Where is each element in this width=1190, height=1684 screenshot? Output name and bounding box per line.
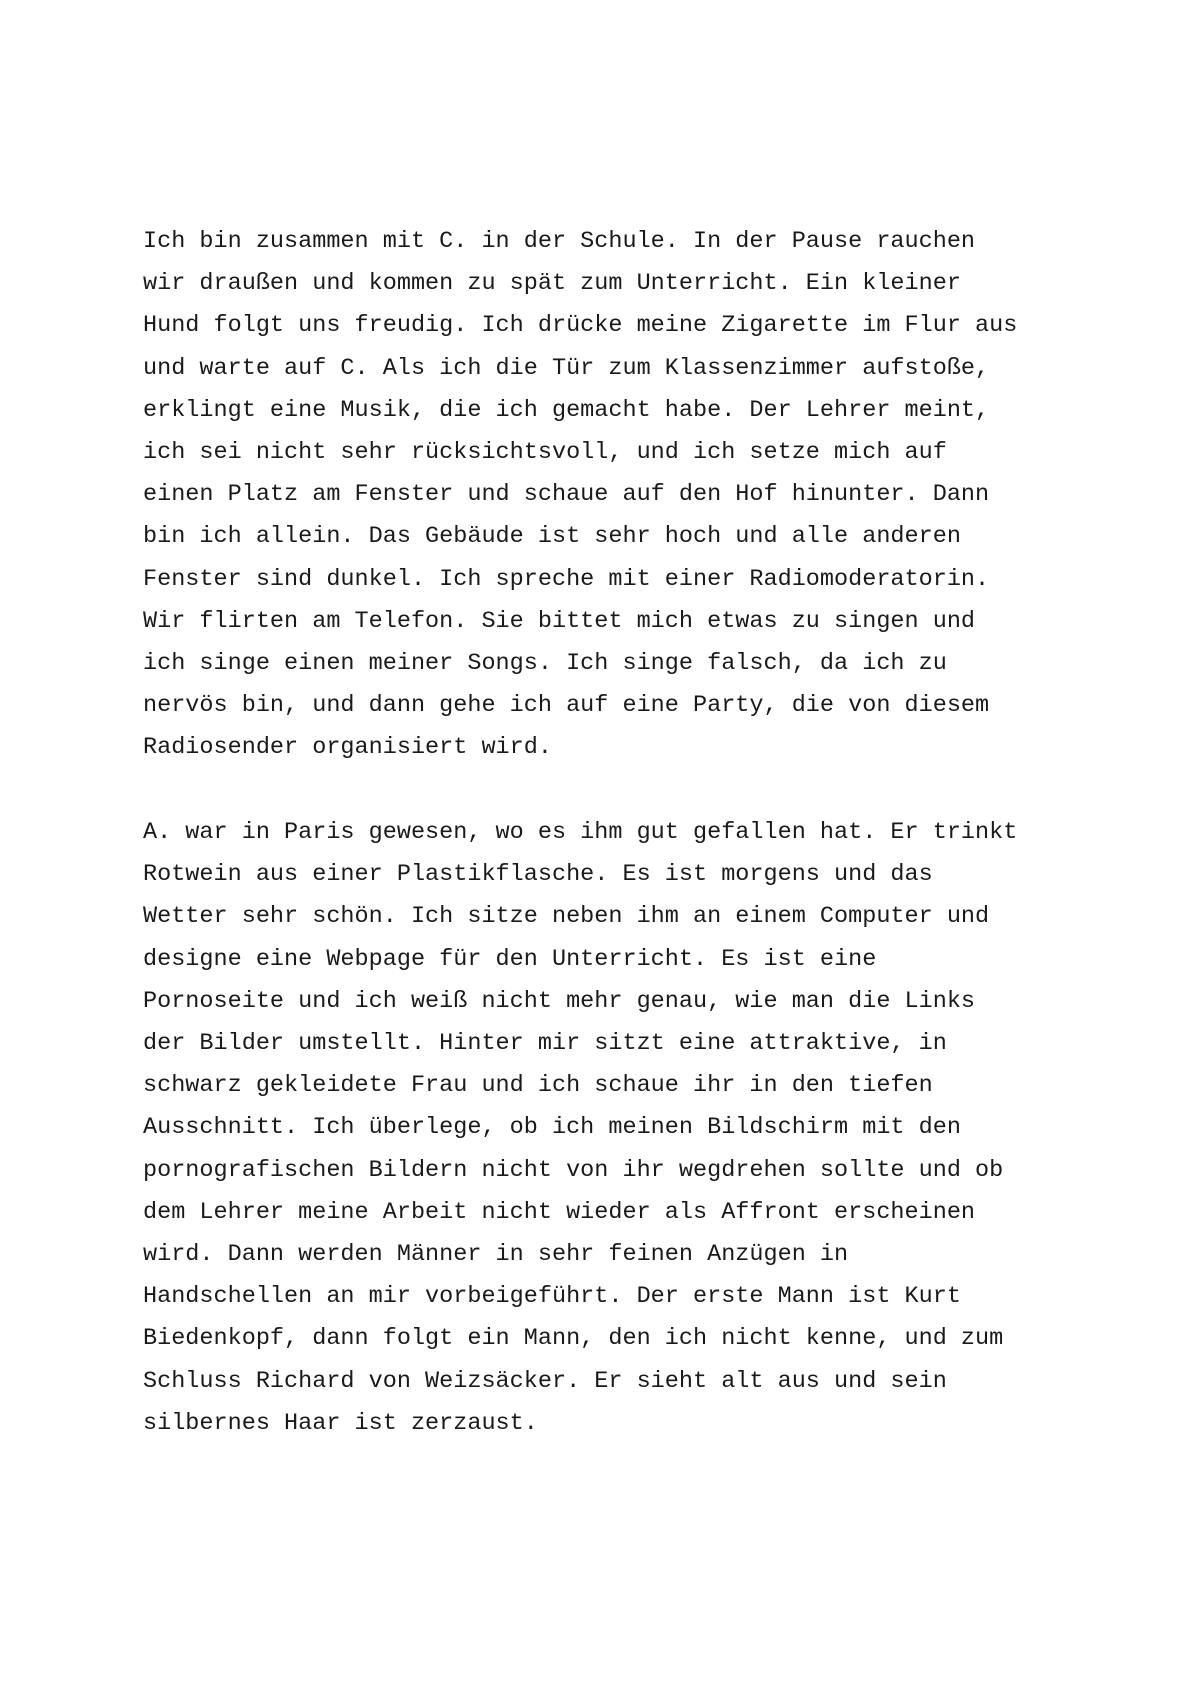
text-line: Handschellen an mir vorbeigeführt. Der erste Mann ist Kurt <box>143 1283 961 1311</box>
text-line: silbernes Haar ist zerzaust. <box>143 1409 538 1437</box>
text-line: ich singe einen meiner Songs. Ich singe falsch, da ich zu <box>143 650 947 678</box>
text-line: Pornoseite und ich weiß nicht mehr genau, wie man die Links <box>143 987 976 1015</box>
text-line: Wir flirten am Telefon. Sie bittet mich etwas zu singen und <box>143 607 976 635</box>
text-line: Fenster sind dunkel. Ich spreche mit einer Radiomoderatorin. <box>143 565 990 593</box>
text-line: Ich bin zusammen mit C. in der Schule. In der Pause rauchen <box>143 228 976 255</box>
paragraph-1 <box>143 221 1083 770</box>
paragraph-2 <box>143 812 1083 1445</box>
text-line: schwarz gekleidete Frau und ich schaue ihr in den tiefen <box>143 1072 933 1100</box>
text-line: ich sei nicht sehr rücksichtsvoll, und ich setze mich auf <box>143 439 947 467</box>
text-line: der Bilder umstellt. Hinter mir sitzt eine attraktive, in <box>143 1030 947 1058</box>
text-line: Radiosender organisiert wird. <box>143 734 552 762</box>
text-line: Wetter sehr schön. Ich sitze neben ihm an einem Computer und <box>143 903 990 931</box>
text-line: wird. Dann werden Männer in sehr feinen Anzügen in <box>143 1241 849 1269</box>
text-line: wir draußen und kommen zu spät zum Unterricht. Ein kleiner <box>143 270 961 298</box>
text-line: dem Lehrer meine Arbeit nicht wieder als Affront erscheinen <box>143 1198 976 1226</box>
text-line: und warte auf C. Als ich die Tür zum Klassenzimmer aufstoße, <box>143 354 990 382</box>
text-line: Biedenkopf, dann folgt ein Mann, den ich nicht kenne, und zum <box>143 1325 1004 1353</box>
text-line: bin ich allein. Das Gebäude ist sehr hoch und alle anderen <box>143 523 961 551</box>
text-line: pornografischen Bildern nicht von ihr wegdrehen sollte und ob <box>143 1156 1004 1184</box>
text-line: Ausschnitt. Ich überlege, ob ich meinen Bildschirm mit den <box>143 1114 961 1142</box>
text-line: einen Platz am Fenster und schaue auf den Hof hinunter. Dann <box>143 481 990 509</box>
text-line: nervös bin, und dann gehe ich auf eine Party, die von diesem <box>143 692 990 720</box>
text-line: Schluss Richard von Weizsäcker. Er sieht alt aus und sein <box>143 1367 947 1395</box>
text-line: designe eine Webpage für den Unterricht. Es ist eine <box>143 945 877 973</box>
text-line: Hund folgt uns freudig. Ich drücke meine Zigarette im Flur aus <box>143 312 1018 340</box>
text-line: A. war in Paris gewesen, wo es ihm gut gefallen hat. Er trinkt <box>143 819 1018 846</box>
text-line: Rotwein aus einer Plastikflasche. Es ist morgens und das <box>143 861 933 889</box>
text-line: erklingt eine Musik, die ich gemacht habe. Der Lehrer meint, <box>143 396 990 424</box>
